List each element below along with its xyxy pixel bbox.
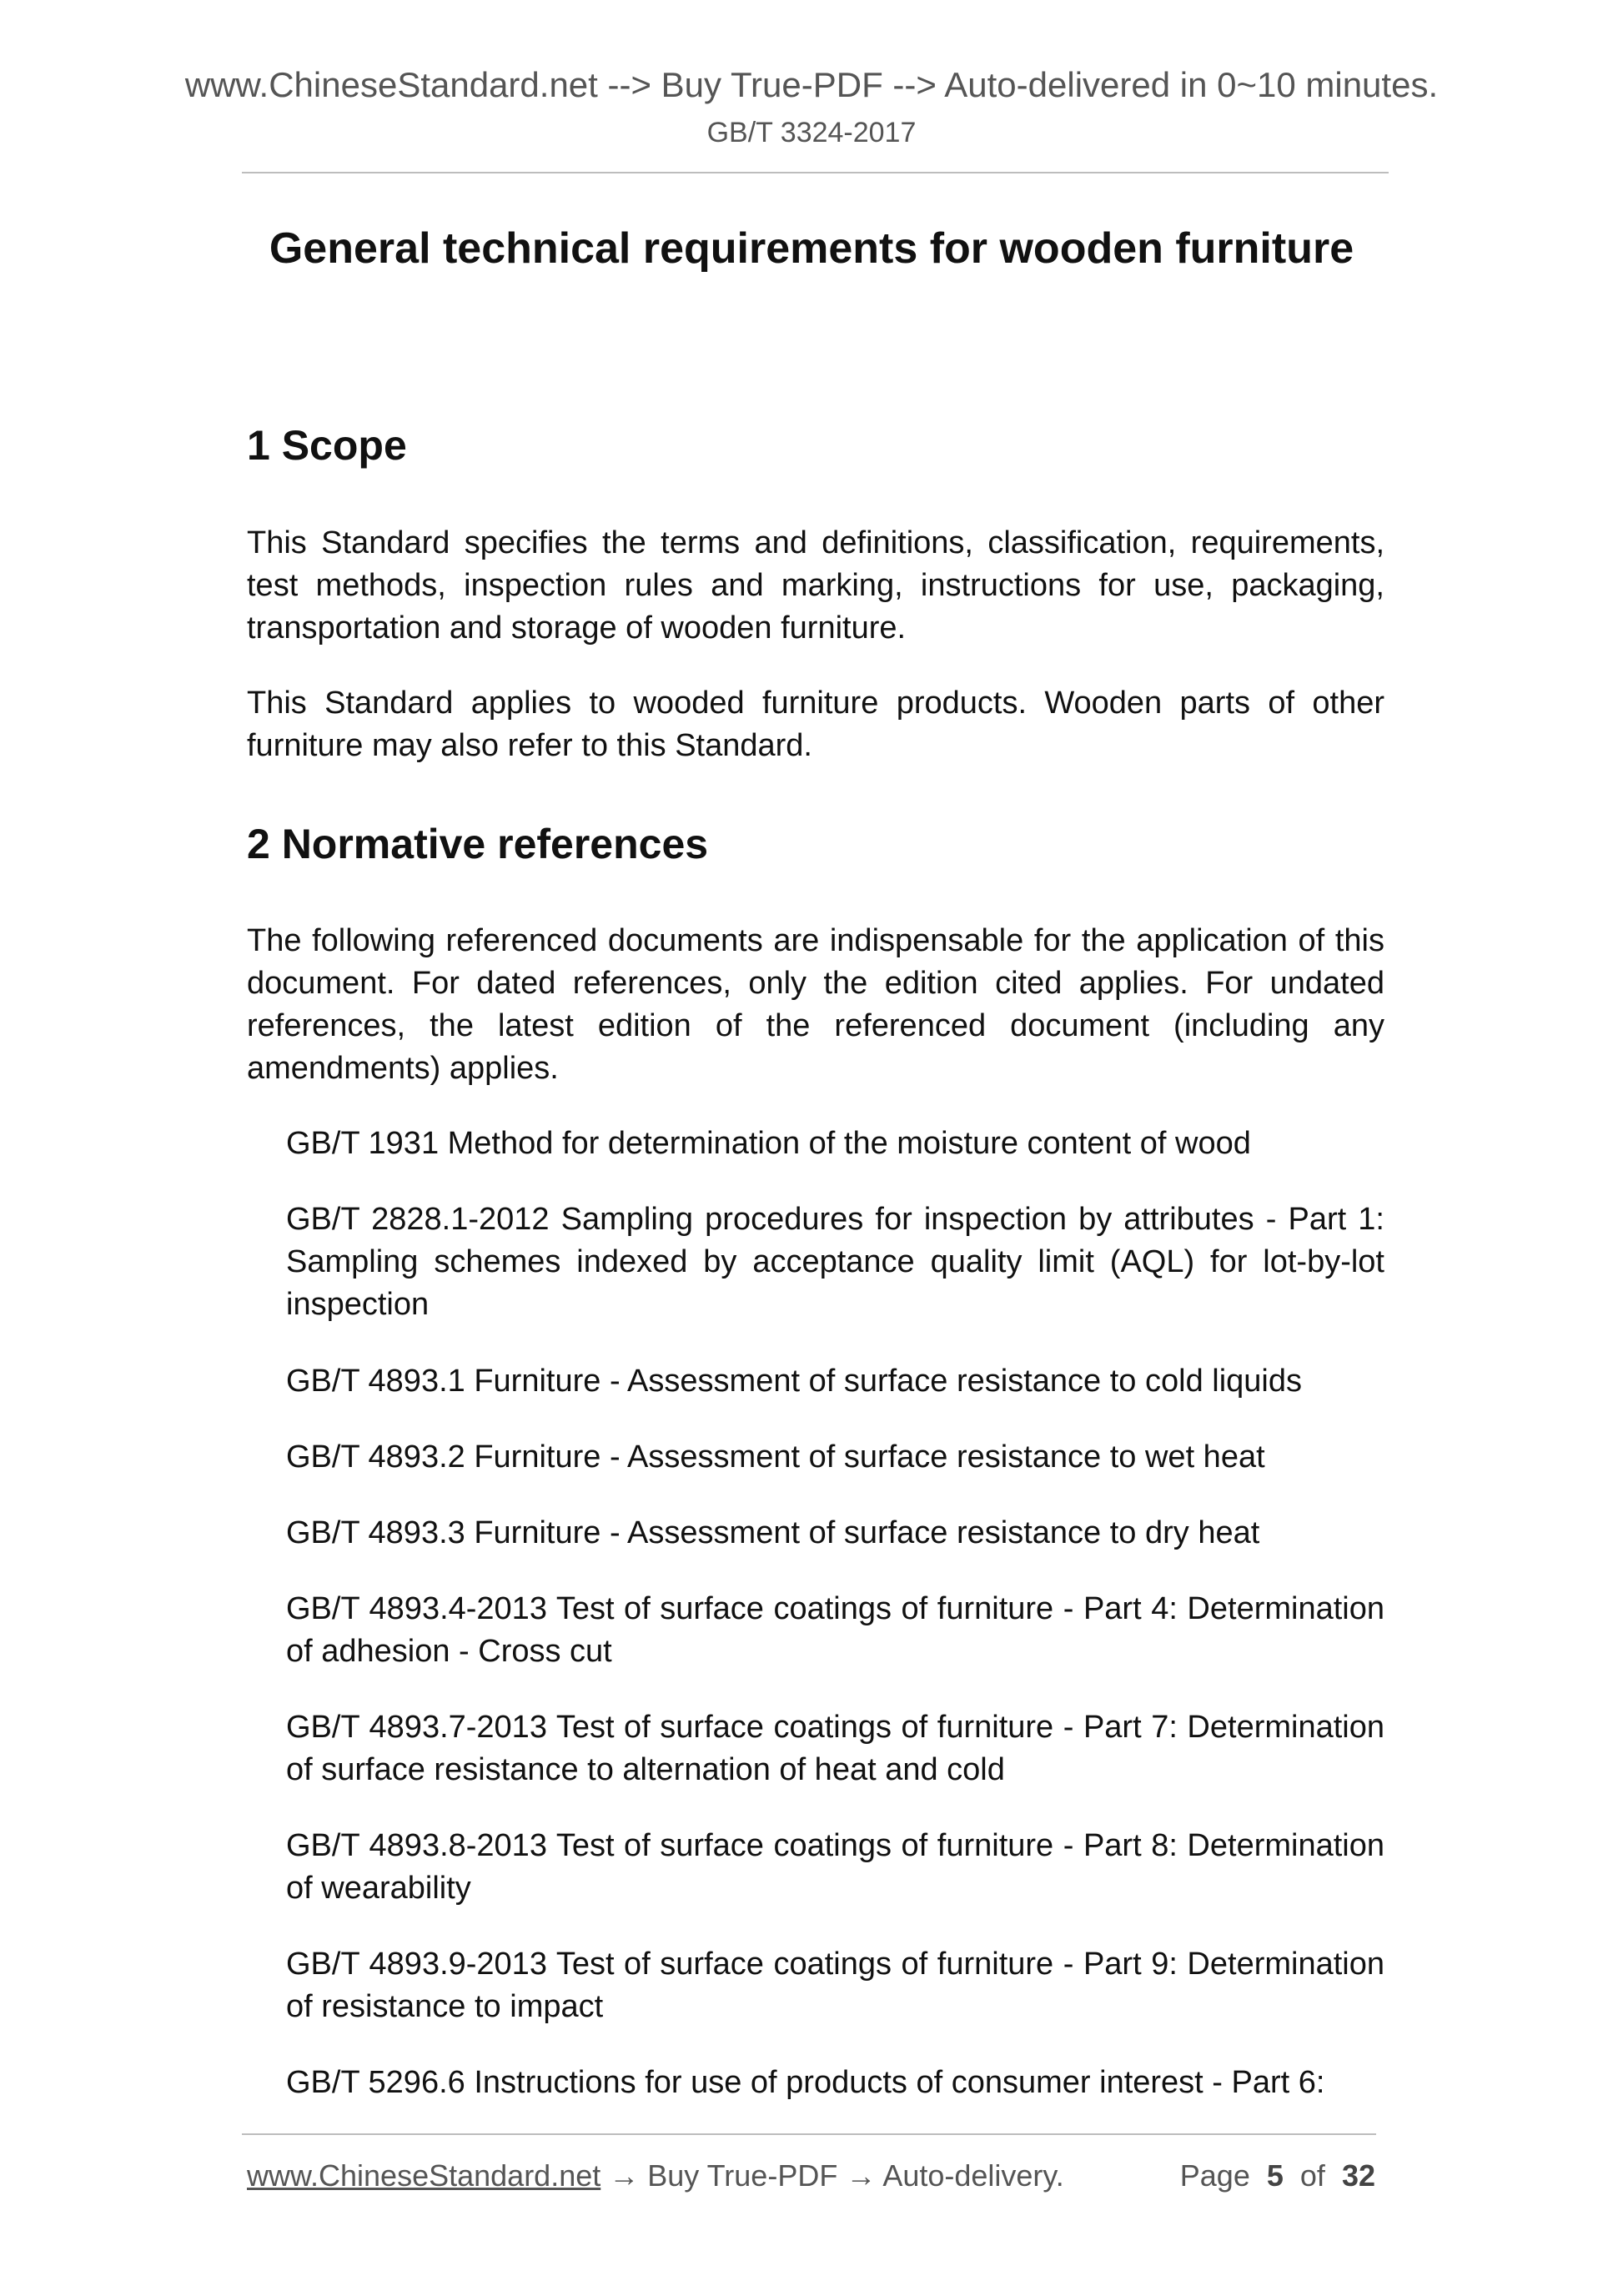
reference-item: GB/T 4893.1 Furniture - Assessment of surface resistance to cold liquids (286, 1364, 1302, 1399)
footer-promo-text: → Buy True-PDF → Auto-delivery. (600, 2158, 1064, 2193)
page-indicator (1180, 2158, 1375, 2193)
header-standard-code: GB/T 3324-2017 (706, 117, 917, 148)
page-label: Page (1179, 2158, 1250, 2193)
current-page-number: 5 (1266, 2158, 1284, 2193)
header-banner: www.ChineseStandard.net --> Buy True-PDF --> Auto-delivered in 0~10 minutes. (184, 65, 1439, 104)
reference-item: GB/T 1931 Method for determination of the moisture content of wood (286, 1126, 1251, 1161)
reference-item: GB/T 4893.3 Furniture - Assessment of surface resistance to dry heat (286, 1515, 1260, 1550)
total-page-count: 32 (1341, 2158, 1375, 2193)
reference-item: GB/T 2828.1-2012 Sampling procedures for inspection by attributes - Part 1: Sampling schemes indexed by acceptance quality limit (AQL) for lot-by-lot inspection (286, 1202, 1384, 1322)
footer-promo (247, 2158, 1064, 2193)
reference-item: GB/T 5296.6 Instructions for use of products of consumer interest - Part 6: (286, 2065, 1325, 2100)
scope-paragraph-1: This Standard specifies the terms and definitions, classification, requirements, test methods, inspection rules and marking, instructions for use, packaging, transportation and storage of wooden furniture. (247, 525, 1384, 646)
reference-item: GB/T 4893.8-2013 Test of surface coatings of furniture - Part 8: Determination of wearability (286, 1828, 1384, 1906)
reference-item: GB/T 4893.7-2013 Test of surface coatings of furniture - Part 7: Determination of surface resistance to alternation of heat and cold (286, 1710, 1384, 1787)
of-label: of (1299, 2158, 1325, 2193)
reference-item: GB/T 4893.2 Furniture - Assessment of surface resistance to wet heat (286, 1439, 1265, 1475)
footer-divider (242, 2133, 1376, 2135)
header-divider (242, 172, 1389, 173)
reference-item: GB/T 4893.9-2013 Test of surface coatings of furniture - Part 9: Determination of resistance to impact (286, 1947, 1384, 2024)
footer-site-link[interactable]: www.ChineseStandard.net (247, 2158, 601, 2193)
reference-item: GB/T 4893.4-2013 Test of surface coatings of furniture - Part 4: Determination of adhesion - Cross cut (286, 1591, 1384, 1669)
section-heading-scope: 1 Scope (247, 422, 407, 469)
scope-paragraph-2: This Standard applies to wooded furniture products. Wooden parts of other furniture may also refer to this Standard. (247, 686, 1384, 763)
section-heading-normative-references: 2 Normative references (247, 821, 709, 867)
document-title: General technical requirements for wooden furniture (269, 224, 1354, 273)
normative-references-intro: The following referenced documents are indispensable for the application of this document. For dated references, only the edition cited applies. For undated references, the latest edition of the referenced document (including any amendments) applies. (247, 923, 1384, 1086)
